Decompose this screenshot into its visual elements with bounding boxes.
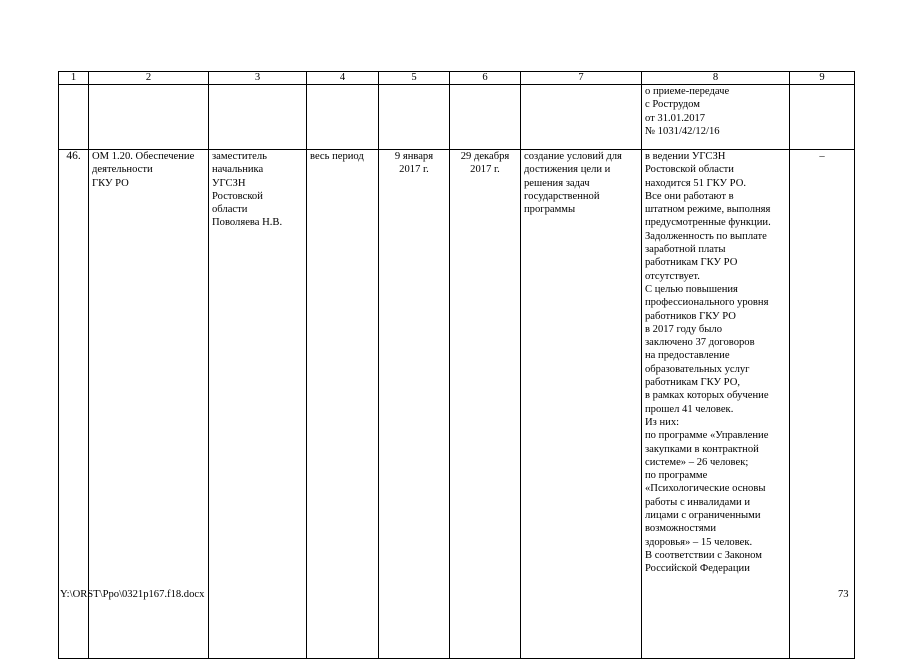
- column-number-3: 3: [209, 72, 307, 85]
- notes-cell: –: [790, 150, 855, 659]
- page-number: 73: [838, 589, 849, 600]
- end-date-line: 29 декабря: [460, 151, 510, 162]
- executor-line: заместитель: [212, 151, 268, 162]
- actual-result-line: С целью повышения: [645, 283, 738, 295]
- column-number-2: 2: [89, 72, 209, 85]
- executor-line: УГСЗН: [212, 177, 246, 189]
- executor-cell: [209, 150, 307, 659]
- column-number-row: [59, 72, 855, 85]
- actual-result-line: Из них:: [645, 416, 680, 428]
- measure-cell: [89, 150, 209, 659]
- actual-result-line: в рамках которых обучение: [645, 390, 769, 402]
- actual-result-cell: [642, 150, 790, 659]
- actual-result-line: отсутствует.: [645, 270, 700, 282]
- column-number-9: 9: [790, 72, 855, 85]
- actual-result-line: предусмотренные функции.: [645, 217, 771, 229]
- start-date-line: 9 января: [394, 151, 434, 162]
- actual-result-line: работникам ГКУ РО: [645, 257, 738, 269]
- start-date-cell: [379, 150, 450, 659]
- column-number-4: 4: [307, 72, 379, 85]
- actual-result-line: по программе: [645, 470, 708, 482]
- actual-result-line: на предоставление: [645, 350, 730, 362]
- cont-cell-8: [642, 85, 790, 150]
- cont-line: о приеме-передаче: [645, 86, 730, 97]
- cont-cell-4: [307, 85, 379, 150]
- actual-result-line: Задолженность по выплате: [645, 230, 767, 242]
- measure-line: деятельности: [92, 164, 153, 176]
- actual-result-line: работникам ГКУ РО,: [645, 377, 741, 389]
- cont-cell-9: [790, 85, 855, 150]
- period-cell: весь период: [307, 150, 379, 659]
- actual-result-line: закупками в контрактной: [645, 443, 759, 455]
- expected-result-cell: [521, 150, 642, 659]
- cont-line: № 1031/42/12/16: [645, 125, 720, 137]
- actual-result-line: по программе «Управление: [645, 430, 769, 442]
- end-date-cell: [450, 150, 521, 659]
- row-number: 46.: [59, 150, 89, 659]
- column-number-7: 7: [521, 72, 642, 85]
- actual-result-line: системе» – 26 человек;: [645, 456, 749, 468]
- cont-line: с Рострудом: [645, 99, 700, 111]
- actual-result-line: работы с инвалидами и: [645, 496, 751, 508]
- actual-result-line: здоровья» – 15 человек.: [645, 536, 753, 548]
- executor-line: области: [212, 204, 248, 216]
- actual-result-line: штатном режиме, выполняя: [645, 204, 771, 216]
- column-number-8: 8: [642, 72, 790, 85]
- executor-line: Ростовской: [212, 190, 263, 202]
- file-path-footer: Y:\ORST\Ppo\0321p167.f18.docx: [60, 589, 205, 600]
- actual-result-line: в 2017 году было: [645, 323, 722, 335]
- expected-result-line: государственной: [524, 190, 600, 202]
- measure-line: ОМ 1.20. Обеспечение: [92, 151, 195, 162]
- executor-line: Поволяева Н.В.: [212, 217, 283, 229]
- actual-result-line: лицами с ограниченными: [645, 510, 761, 522]
- actual-result-line: заключено 37 договоров: [645, 337, 755, 349]
- column-number-1: 1: [59, 72, 89, 85]
- cont-cell-3: [209, 85, 307, 150]
- end-date-line: 2017 г.: [470, 164, 500, 176]
- column-number-5: 5: [379, 72, 450, 85]
- actual-result-line: «Психологические основы: [645, 483, 766, 495]
- executor-line: начальника: [212, 164, 264, 176]
- actual-result-line: Российской Федерации: [645, 563, 750, 575]
- continuation-row: [59, 85, 855, 150]
- actual-result-line: находится 51 ГКУ РО.: [645, 177, 746, 189]
- cont-cell-2: [89, 85, 209, 150]
- cont-cell-1: [59, 85, 89, 150]
- column-number-6: 6: [450, 72, 521, 85]
- measure-line: ГКУ РО: [92, 177, 129, 189]
- expected-result-line: программы: [524, 204, 576, 216]
- actual-result-line: заработной платы: [645, 244, 726, 256]
- actual-result-line: В соответствии с Законом: [645, 549, 762, 561]
- cont-cell-6: [450, 85, 521, 150]
- expected-result-line: достижения цели и: [524, 164, 611, 176]
- actual-result-line: профессионального уровня: [645, 297, 769, 309]
- actual-result-line: образовательных услуг: [645, 363, 750, 375]
- table-row: [59, 150, 855, 659]
- cont-cell-5: [379, 85, 450, 150]
- actual-result-line: в ведении УГСЗН: [645, 151, 726, 162]
- start-date-line: 2017 г.: [399, 164, 429, 176]
- report-table: [58, 71, 855, 659]
- actual-result-line: Ростовской области: [645, 164, 734, 176]
- actual-result-line: прошел 41 человек.: [645, 403, 734, 415]
- cont-line: от 31.01.2017: [645, 112, 706, 124]
- expected-result-line: решения задач: [524, 177, 590, 189]
- expected-result-line: создание условий для: [524, 151, 622, 162]
- cont-cell-7: [521, 85, 642, 150]
- actual-result-line: возможностями: [645, 523, 716, 535]
- actual-result-line: работников ГКУ РО: [645, 310, 736, 322]
- actual-result-line: Все они работают в: [645, 190, 734, 202]
